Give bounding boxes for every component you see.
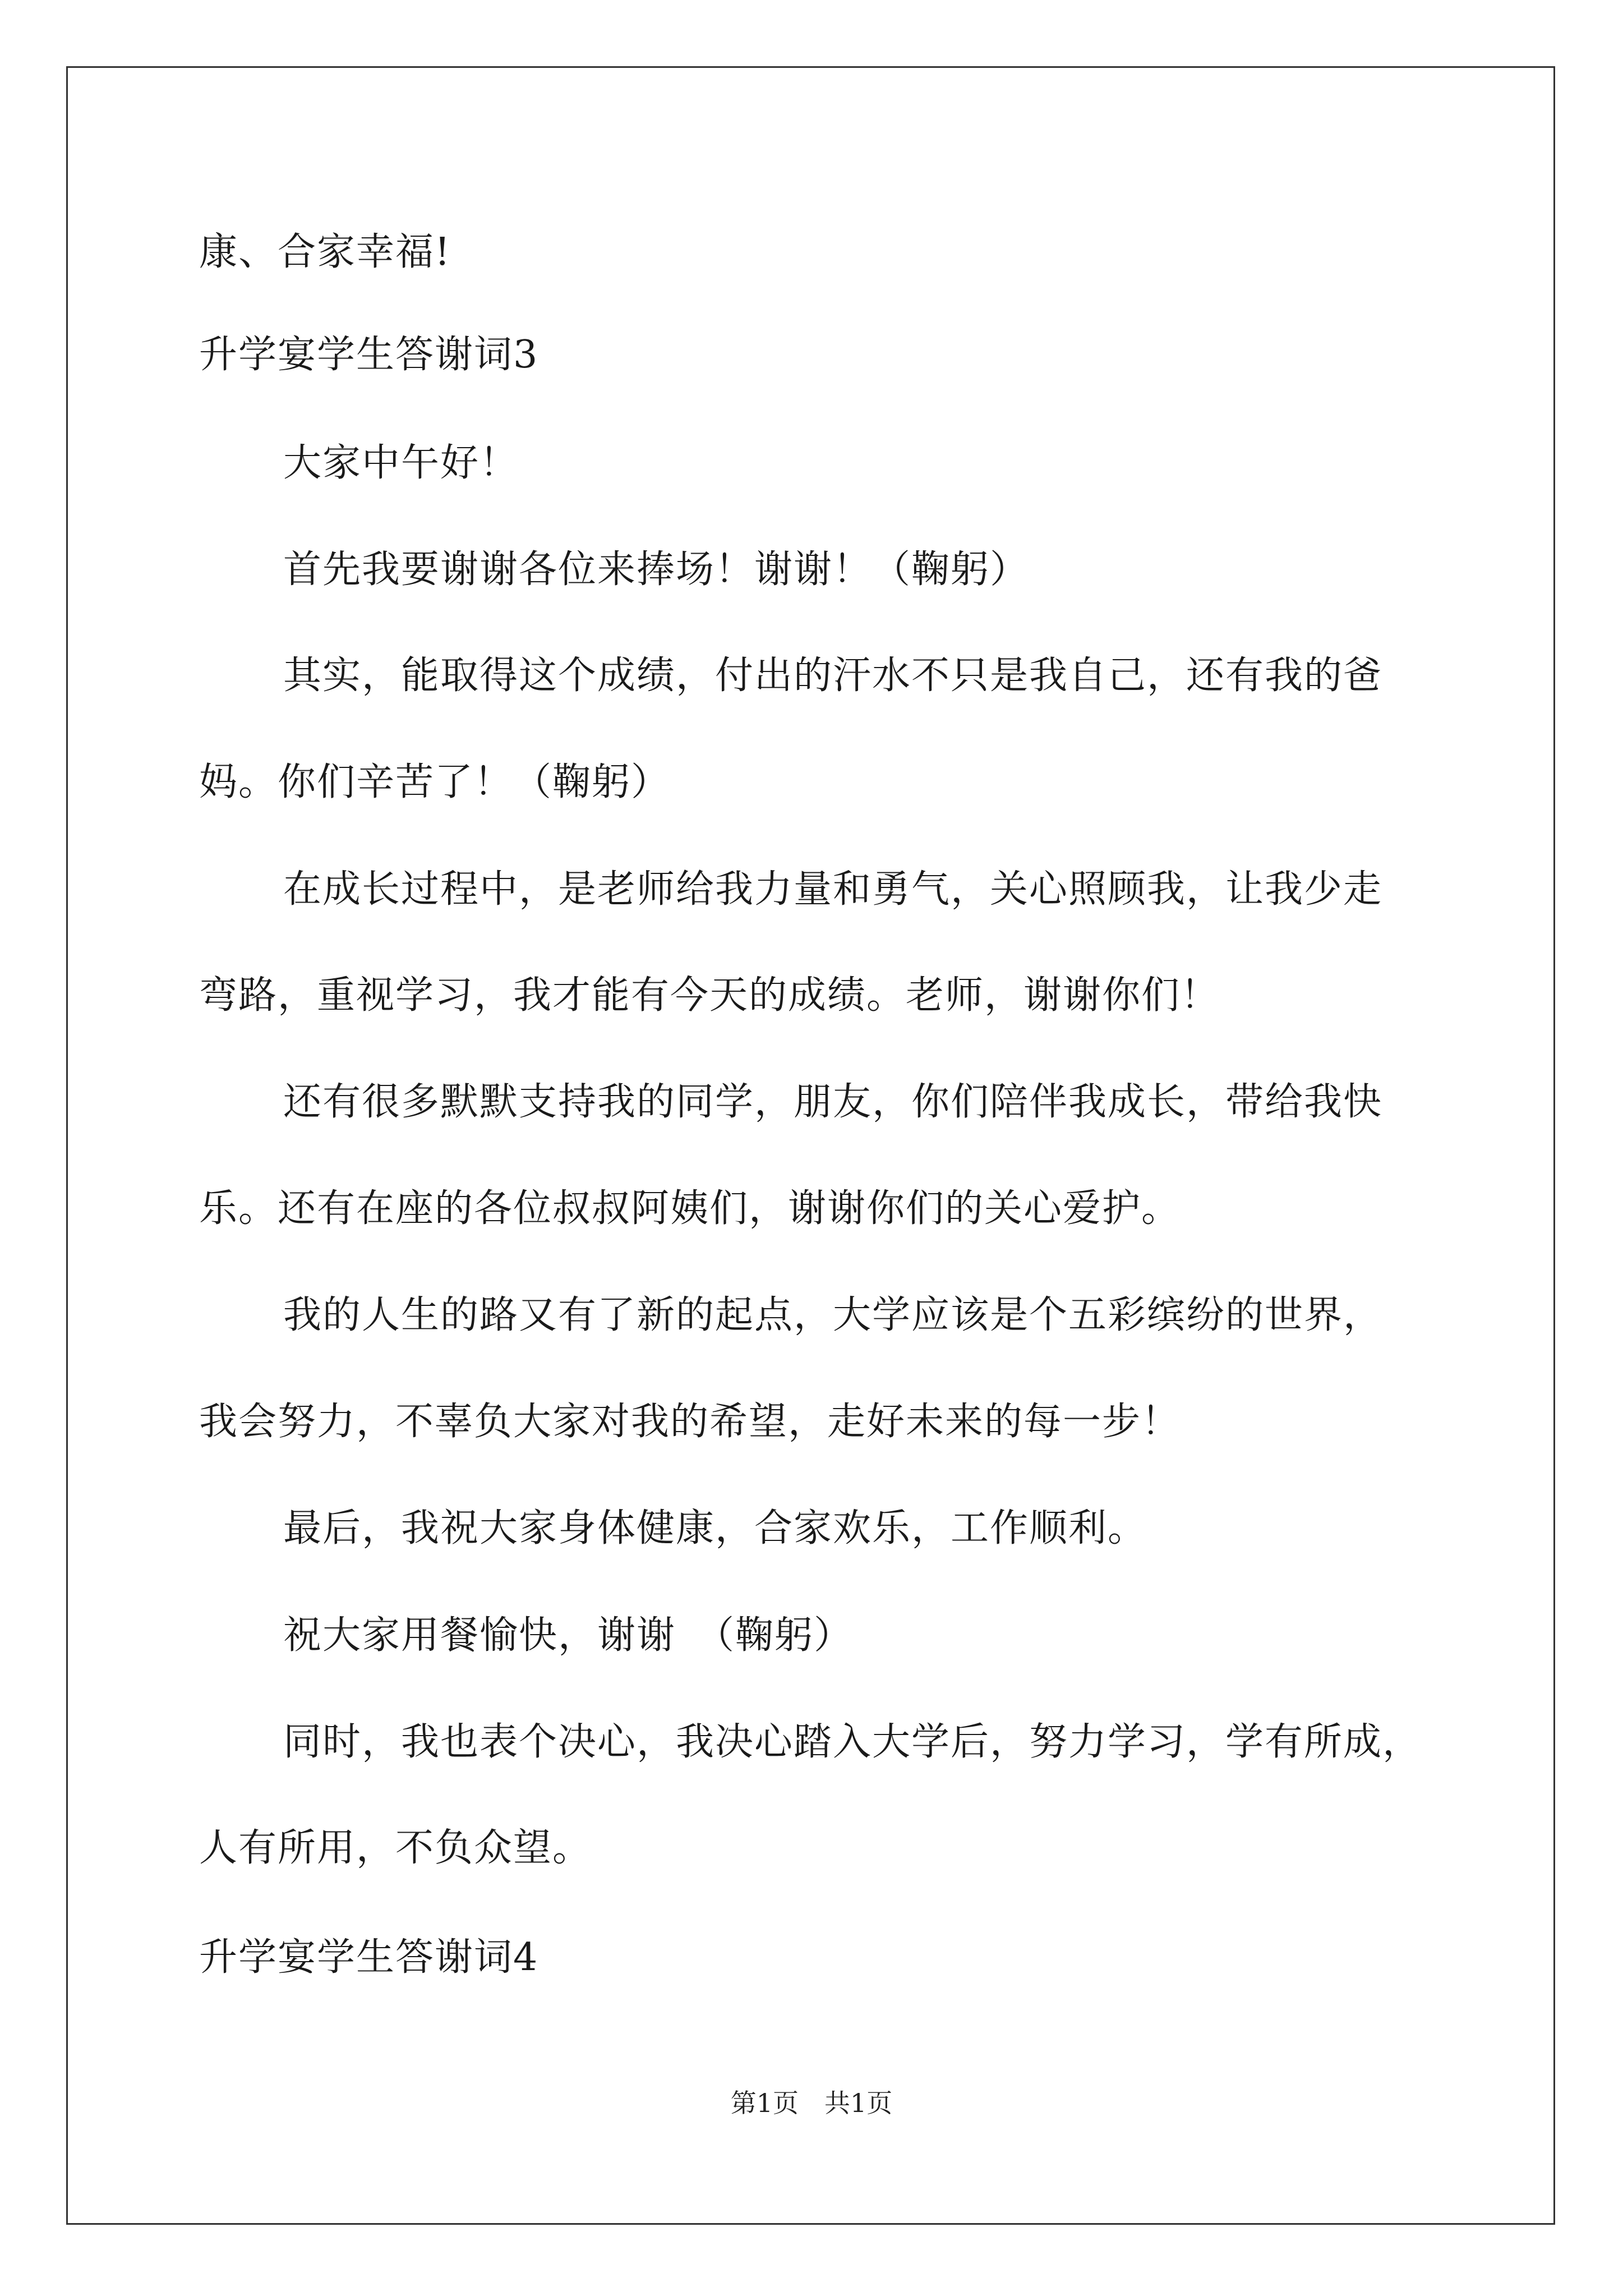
- section-heading: 升学宴学生答谢词4: [199, 1935, 539, 1980]
- paragraph-line: 首先我要谢谢各位来捧场！谢谢！（鞠躬）: [283, 547, 1030, 592]
- paragraph-line: 乐。还有在座的各位叔叔阿姨们，谢谢你们的关心爱护。: [199, 1186, 1181, 1231]
- page-footer: 第1页 共1页: [730, 2088, 893, 2118]
- paragraph-line: 祝大家用餐愉快，谢谢 （鞠躬）: [283, 1613, 854, 1658]
- paragraph-line: 同时，我也表个决心，我决心踏入大学后，努力学习，学有所成，: [283, 1720, 1422, 1764]
- page-border: [66, 66, 1555, 2225]
- paragraph-line: 最后，我祝大家身体健康，合家欢乐，工作顺利。: [283, 1506, 1147, 1550]
- paragraph-line: 妈。你们辛苦了！（鞠躬）: [199, 760, 671, 804]
- greeting-line: 大家中午好！: [283, 441, 519, 485]
- text-line: 康、合家幸福!: [199, 230, 451, 274]
- paragraph-line: 我会努力，不辜负大家对我的希望，走好未来的每一步！: [199, 1400, 1181, 1444]
- paragraph-line: 其实，能取得这个成绩，付出的汗水不只是我自己，还有我的爸: [283, 654, 1383, 698]
- section-heading: 升学宴学生答谢词3: [199, 333, 539, 377]
- paragraph-line: 人有所用，不负众望。: [199, 1826, 592, 1870]
- paragraph-line: 在成长过程中，是老师给我力量和勇气，关心照顾我，让我少走: [283, 867, 1383, 912]
- paragraph-line: 还有很多默默支持我的同学，朋友，你们陪伴我成长，带给我快: [283, 1080, 1383, 1124]
- paragraph-line: 弯路，重视学习，我才能有今天的成绩。老师，谢谢你们！: [199, 973, 1220, 1018]
- paragraph-line: 我的人生的路又有了新的起点，大学应该是个五彩缤纷的世界，: [283, 1293, 1383, 1337]
